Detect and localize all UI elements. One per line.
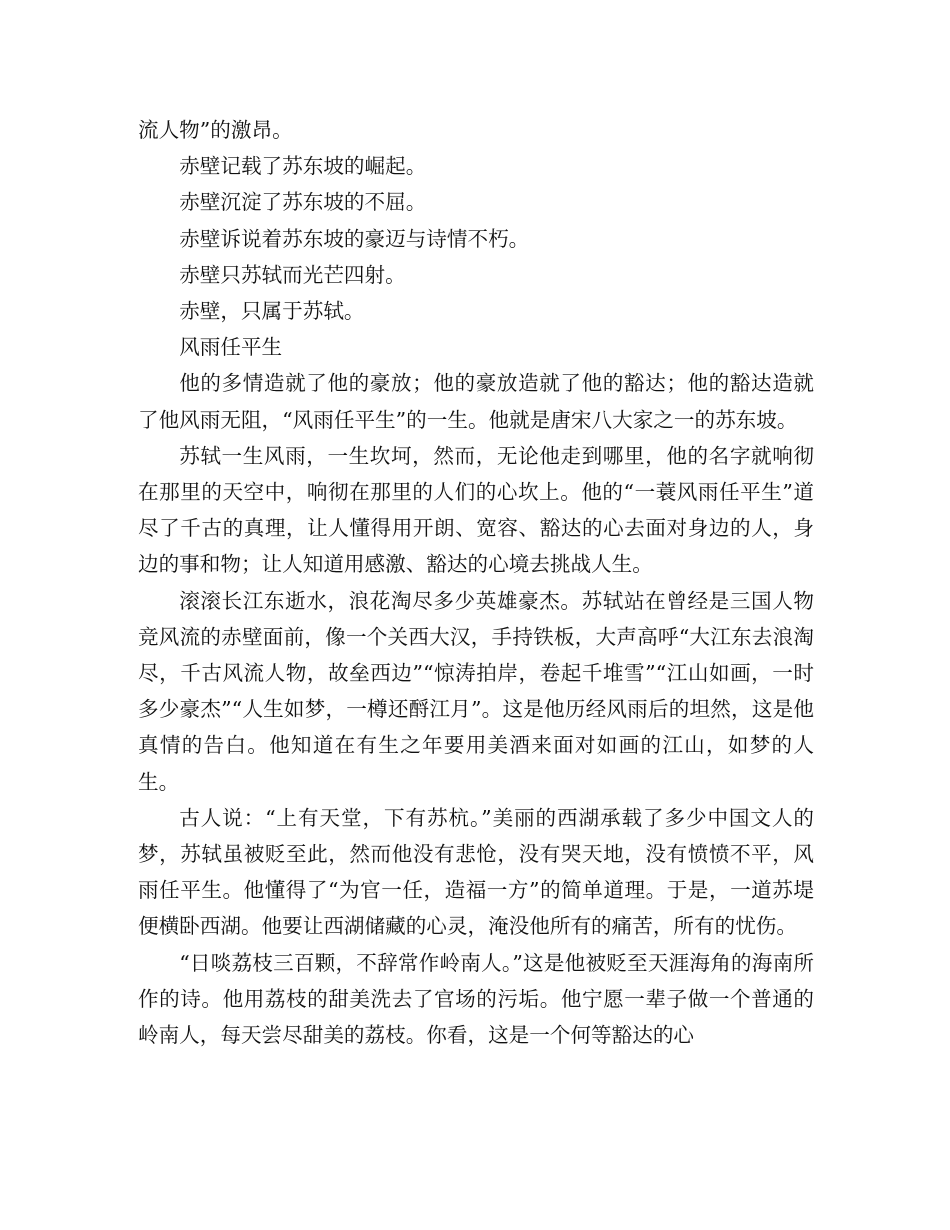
paragraph-3: 滚滚长江东逝水，浪花淘尽多少英雄豪杰。苏轼站在曾经是三国人物竞风流的赤壁面前，像一个关西大汉，手持铁板，大声高呼“大江东去浪淘尽，千古风流人物，故垒西边”“惊涛拍岸，卷起千堆雪”“江山如画，一时多少豪杰”“人生如梦，一樽还酹江月”。这是他历经风雨后的坦然，这是他真情的告白。他知道在有生之年要用美酒来面对如画的江山，如梦的人生。 bbox=[138, 588, 815, 794]
chibi-line-1: 赤壁记载了苏东坡的崛起。 bbox=[179, 154, 427, 179]
section-title: 风雨任平生 bbox=[179, 335, 283, 360]
continuation-line: 流人物”的激昂。 bbox=[138, 118, 293, 142]
paragraph-2: 苏轼一生风雨，一生坎坷，然而，无论他走到哪里，他的名字就响彻在那里的天空中，响彻在那里的人们的心坎上。他的“一蓑风雨任平生”道尽了千古的真理，让人懂得用开朗、宽容、豁达的心去面对身边的人，身边的事和物；让人知道用感激、豁达的心境去挑战人生。 bbox=[138, 443, 814, 577]
paragraph-4: 古人说：“上有天堂，下有苏杭。”美丽的西湖承载了多少中国文人的梦，苏轼虽被贬至此，然而他没有悲怆，没有哭天地，没有愤愤不平，风雨任平生。他懂得了“为官一任，造福一方”的简单道理。于是，一道苏堤便横卧西湖。他要让西湖储藏的心灵，淹没他所有的痛苦，所有的忧伤。 bbox=[138, 805, 814, 939]
paragraph-1: 他的多情造就了他的豪放；他的豪放造就了他的豁达；他的豁达造就了他风雨无阻，“风雨任平生”的一生。他就是唐宋八大家之一的苏东坡。 bbox=[138, 371, 814, 432]
paragraph-5: “日啖荔枝三百颗，不辞常作岭南人。”这是他被贬至天涯海角的海南所作的诗。他用荔枝的甜美洗去了官场的污垢。他宁愿一辈子做一个普通的岭南人，每天尝尽甜美的荔枝。你看，这是一个何等豁达的心 bbox=[138, 950, 814, 1048]
document-page bbox=[138, 112, 814, 1053]
chibi-line-4: 赤壁只苏轼而光芒四射。 bbox=[179, 262, 406, 287]
chibi-line-2: 赤壁沉淀了苏东坡的不屈。 bbox=[179, 190, 427, 215]
chibi-line-3: 赤壁诉说着苏东坡的豪迈与诗情不朽。 bbox=[179, 226, 530, 251]
chibi-line-5: 赤壁，只属于苏轼。 bbox=[179, 299, 365, 324]
